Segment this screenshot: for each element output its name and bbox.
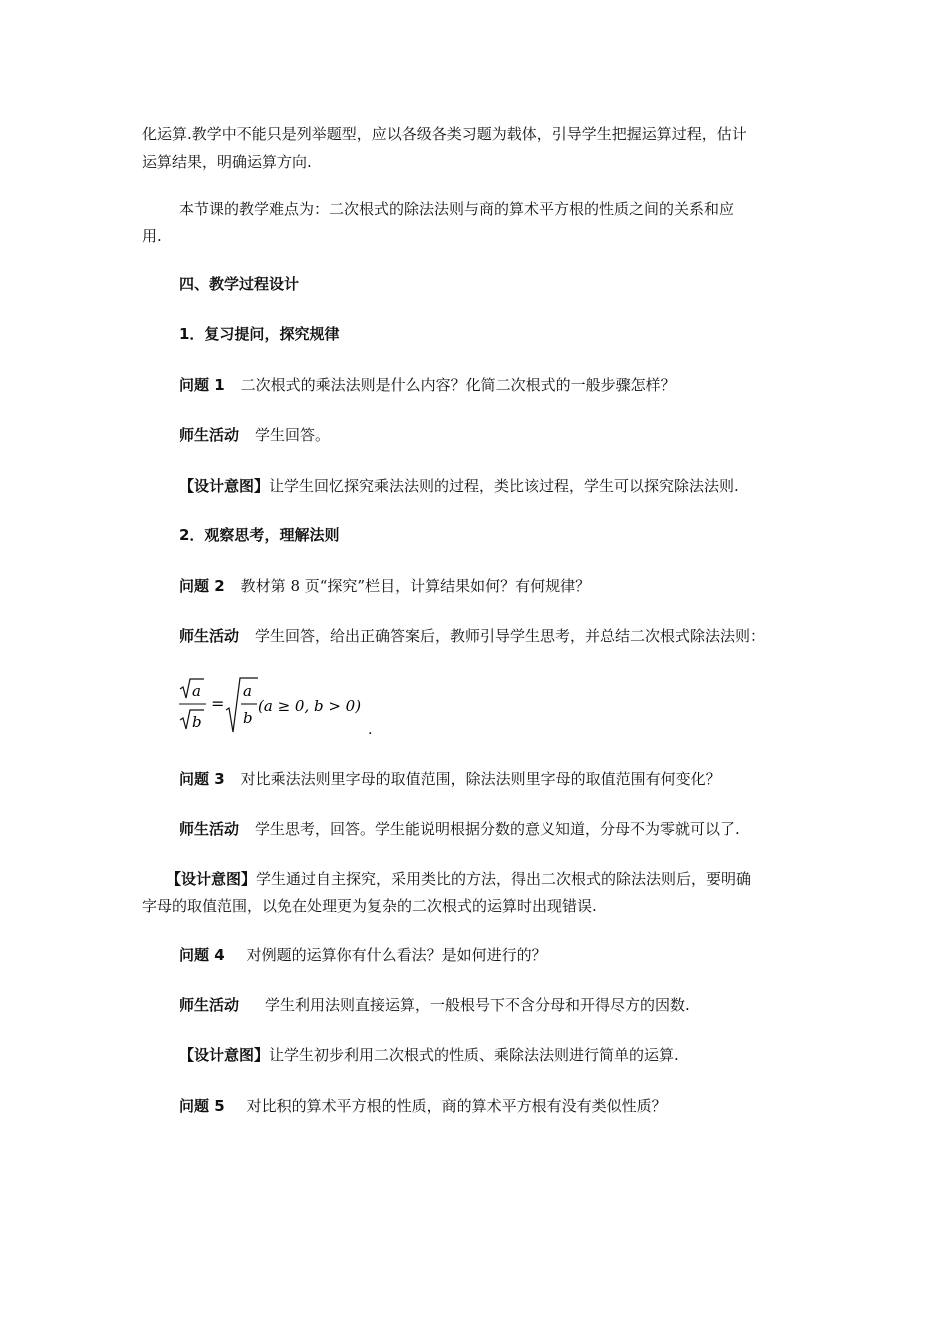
question-4-label: 问题 4 [179,946,225,964]
formula-equals-sign: = [211,694,225,713]
activity-3-text: 学生思考，回答。学生能说明根据分数的意义知道，分母不为零就可以了. [255,820,740,838]
question-5 [179,1096,667,1116]
formula-right-denominator-var: b [243,709,253,727]
formula-right-numerator-var: a [243,682,252,700]
activity-4-text: 学生利用法则直接运算，一般根号下不含分母和开得尽方的因数. [265,996,690,1014]
design-intent-3 [166,869,751,889]
design-intent-3-line-2: 字母的取值范围，以免在处理更为复杂的二次根式的运算时出现错误. [142,897,597,915]
activity-1-label: 师生活动 [179,426,240,444]
formula-condition: (a ≥ 0, b > 0) [258,697,362,715]
question-2 [179,576,590,596]
question-3-label: 问题 3 [179,770,225,788]
activity-2-text: 学生回答，给出正确答案后，教师引导学生思考，并总结二次根式除法法则： [255,627,766,645]
question-5-text: 对比积的算术平方根的性质，商的算术平方根有没有类似性质？ [246,1097,667,1115]
step2-heading: 2．观察思考，理解法则 [179,526,340,544]
radical-sign-right [226,678,258,732]
step1-heading: 1．复习提问，探究规律 [179,325,340,343]
activity-1-text: 学生回答。 [255,426,331,444]
design-intent-1-label: 【设计意图】 [179,477,270,495]
question-2-text: 教材第 8 页“探究”栏目，计算结果如何？有何规律？ [240,577,591,595]
question-4-text: 对例题的运算你有什么看法？是如何进行的？ [246,946,547,964]
activity-3-label: 师生活动 [179,820,240,838]
difficulty-line-2: 用. [142,227,162,245]
design-intent-3-label: 【设计意图】 [166,870,257,888]
activity-4 [179,995,690,1015]
question-3 [179,769,721,789]
activity-2 [179,626,765,646]
design-intent-4-text: 让学生初步利用二次根式的性质、乘除法法则进行简单的运算. [269,1046,679,1064]
intro-line-1: 化运算.教学中不能只是列举题型，应以各级各类习题为载体，引导学生把握运算过程，估计 [142,125,747,143]
formula-numerator-var: a [192,682,201,700]
question-1-text: 二次根式的乘法法则是什么内容？化简二次根式的一般步骤怎样？ [240,376,676,394]
division-rule-formula [178,676,378,738]
difficulty-line-1: 本节课的教学难点为：二次根式的除法法则与商的算术平方根的性质之间的关系和应 [179,200,735,218]
formula-denominator-var: b [192,713,202,731]
question-5-label: 问题 5 [179,1097,225,1115]
formula-svg [178,676,378,738]
activity-3 [179,819,740,839]
design-intent-1-text: 让学生回忆探究乘法法则的过程，类比该过程，学生可以探究除法法则. [269,477,739,495]
question-4 [179,945,547,965]
question-3-text: 对比乘法法则里字母的取值范围，除法法则里字母的取值范围有何变化？ [240,770,721,788]
activity-2-label: 师生活动 [179,627,240,645]
design-intent-1 [179,476,739,496]
activity-1 [179,425,330,445]
question-1 [179,375,676,395]
design-intent-4 [179,1045,679,1065]
design-intent-3-line-1: 学生通过自主探究，采用类比的方法，得出二次根式的除法法则后，要明确 [256,870,752,888]
activity-4-label: 师生活动 [179,996,240,1014]
section-heading: 四、教学过程设计 [179,275,300,293]
design-intent-4-label: 【设计意图】 [179,1046,270,1064]
formula-trailing-period: . [368,722,373,738]
intro-line-2: 运算结果，明确运算方向. [142,153,312,171]
question-1-label: 问题 1 [179,376,225,394]
question-2-label: 问题 2 [179,577,225,595]
